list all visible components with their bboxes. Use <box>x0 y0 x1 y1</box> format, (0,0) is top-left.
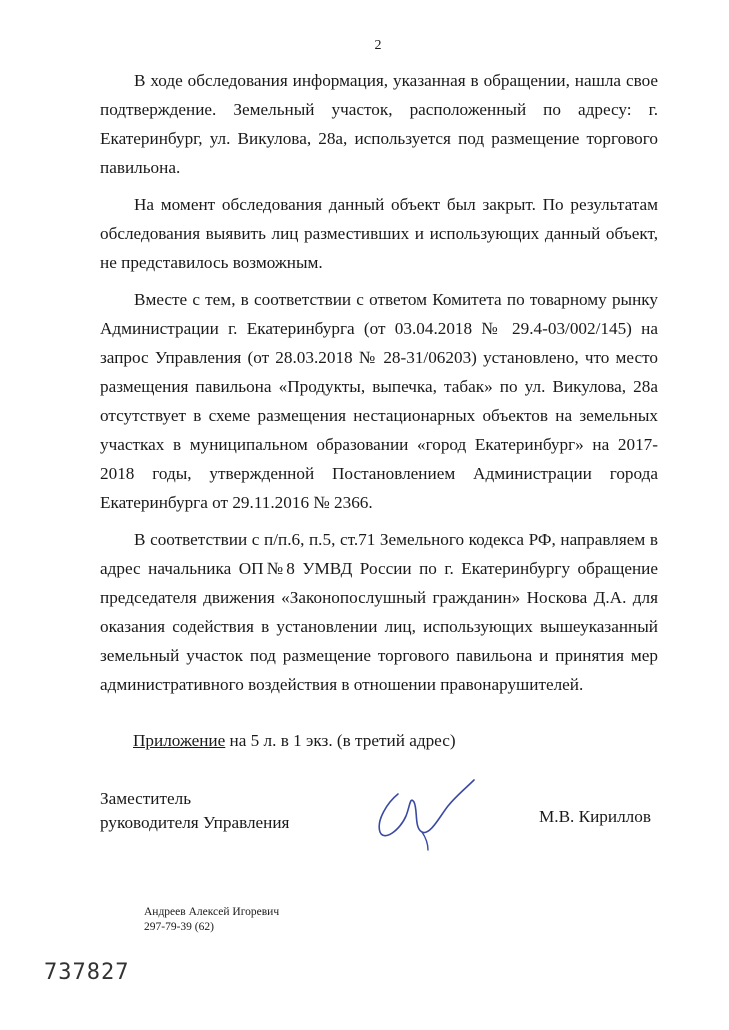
paragraph-inspection: В ходе обследования информация, указанная в обращении, нашла свое подтверждение. Земельный участок, расположенный по адресу: г. Екатеринбург, ул. Викулова, 28а, используется под размещение торгового павильона. <box>100 71 658 177</box>
letter-body <box>100 66 658 699</box>
document-code: 737827 <box>44 960 130 985</box>
signer-position <box>100 787 289 835</box>
executor-name: Андреев Алексей Игоревич <box>144 906 280 918</box>
executor-block <box>144 905 279 935</box>
page-number: 2 <box>374 38 382 53</box>
attachment-line <box>133 729 456 753</box>
paragraph-referral: В соответствии с п/п.6, п.5, ст.71 Земельного кодекса РФ, направляем в адрес начальника ОП№8 УМВД России по г. Екатеринбургу обращение председателя движения «Законопослушный гражданин» Носкова Д.А. для оказания содействия в установлении лиц, использующих вышеуказанный земельный участок под размещение торгового павильона и принятия мер административного воздействия в отношении правонарушителей. <box>100 530 658 694</box>
handwritten-signature <box>370 772 485 852</box>
signer-position-line1: Заместитель <box>100 789 192 808</box>
signer-name: М.В. Кириллов <box>539 807 651 826</box>
executor-phone: 297-79-39 (62) <box>144 921 214 933</box>
attachment-label: Приложение <box>133 731 226 750</box>
paragraph-closed-object: На момент обследования данный объект был закрыт. По результатам обследования выявить лиц разместивших и использующих данный объект, не представилось возможным. <box>100 195 658 272</box>
paragraph-committee-response: Вместе с тем, в соответствии с ответом Комитета по товарному рынку Администрации г. Екатеринбурга (от 03.04.2018 № 29.4-03/002/145) на запрос Управления (от 28.03.2018 № 28-31/06203) установлено, что место размещения павильона «Продукты, выпечка, табак» по ул. Викулова, 28а отсутствует в схеме размещения нестационарных объектов на земельных участках в муниципальном образовании «город Екатеринбург» на 2017-2018 годы, утвержденной Постановлением Администрации города Екатеринбурга от 29.11.2016 № 2366. <box>100 290 658 512</box>
signer-position-line2: руководителя Управления <box>100 813 290 832</box>
attachment-details: на 5 л. в 1 экз. (в третий адрес) <box>225 731 456 750</box>
